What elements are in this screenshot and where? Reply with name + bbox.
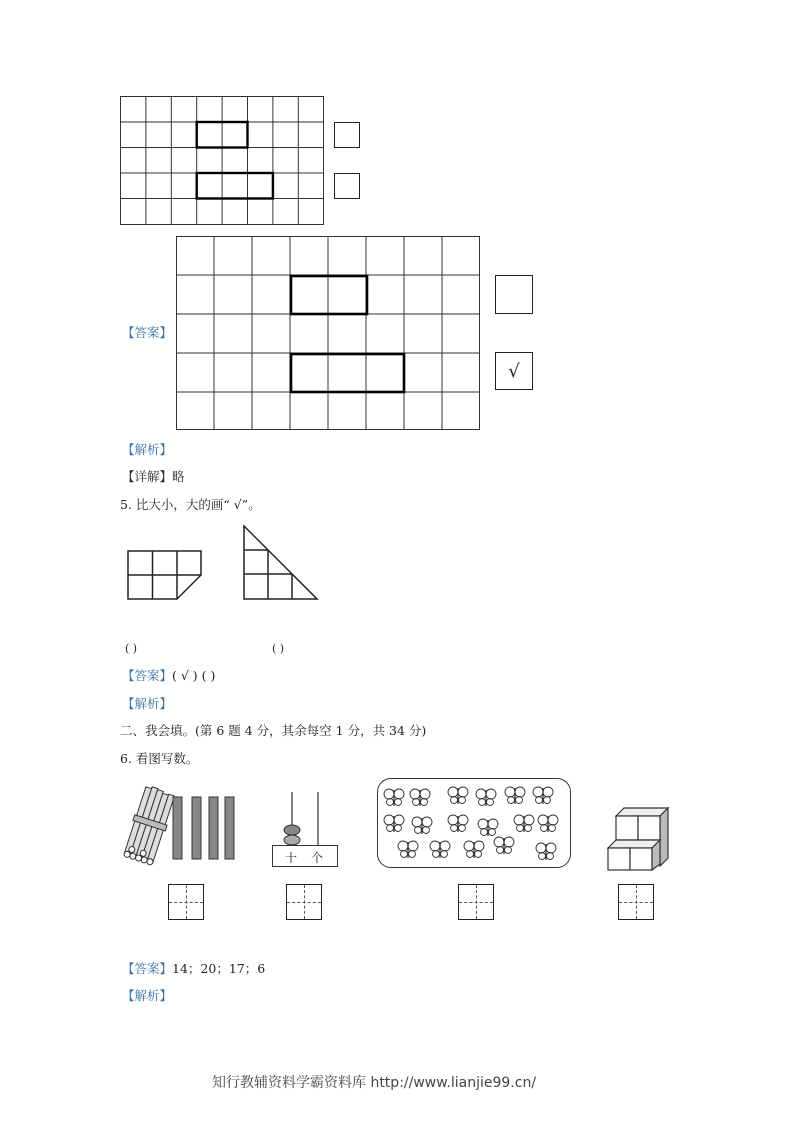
q4-answer-small-rect-shape <box>291 276 367 314</box>
cubes-image <box>608 806 674 872</box>
number-answer-box[interactable] <box>618 884 654 920</box>
q4-answer-box-long-rect <box>495 352 533 390</box>
butterflies-image <box>377 778 571 868</box>
q4-answer-grid <box>176 236 482 432</box>
butterfly-icon <box>464 841 484 858</box>
q5-answer-text: ( √ ) ( ) <box>172 668 216 683</box>
q4-long-rect-shape <box>197 173 273 199</box>
abacus-tens-label: 十 <box>285 851 298 865</box>
section2-heading: 二、我会填。(第 6 题 4 分，其余每空 1 分，共 34 分) <box>120 723 427 738</box>
abacus-image <box>270 790 340 870</box>
q5-right-figure <box>243 525 321 601</box>
number-answer-box[interactable] <box>458 884 494 920</box>
abacus-ones-label: 个 <box>311 851 324 865</box>
q4-answer-long-rect-shape <box>291 354 404 392</box>
butterfly-icon <box>384 789 404 806</box>
butterfly-icon <box>514 815 534 832</box>
q5-answer <box>122 668 215 684</box>
butterfly-icon <box>494 837 514 854</box>
q5-blank-left[interactable]: ( ) <box>125 642 138 655</box>
q5-blank-right[interactable]: ( ) <box>272 642 285 655</box>
butterfly-icon <box>412 817 432 834</box>
butterfly-icon <box>476 789 496 806</box>
q4-answer-box-small-rect <box>495 275 533 314</box>
butterfly-icon <box>384 815 404 832</box>
butterfly-icon <box>536 843 556 860</box>
footer-watermark: 知行教辅资料学霸资料库 http://www.lianjie99.cn/ <box>212 1075 537 1091</box>
q6-prompt: 6. 看图写数。 <box>120 751 199 766</box>
q5-analysis-tag: 【解析】 <box>122 696 173 711</box>
butterfly-icon <box>398 841 418 858</box>
q5-prompt: 5. 比大小，大的画“ √”。 <box>120 497 261 512</box>
q6-answer-tag: 【答案】 <box>122 961 173 976</box>
q6-analysis-tag: 【解析】 <box>122 988 173 1003</box>
butterfly-icon <box>478 819 498 836</box>
q4-box-small-rect[interactable] <box>334 122 360 148</box>
butterfly-icon <box>538 815 558 832</box>
number-answer-box[interactable] <box>286 884 322 920</box>
butterfly-icon <box>410 789 430 806</box>
q4-detail <box>122 469 185 485</box>
q6-answer-text: 14；20；17；6 <box>172 961 266 976</box>
butterfly-icon <box>533 787 553 804</box>
check-mark: √ <box>508 360 520 382</box>
q4-detail-tag: 【详解】 <box>122 469 173 484</box>
abacus-base <box>272 845 338 867</box>
q5-left-figure <box>127 550 203 602</box>
butterfly-icon <box>448 787 468 804</box>
q4-detail-text: 略 <box>172 469 185 484</box>
q6-answer <box>122 961 265 977</box>
sticks-bundle-image <box>120 786 240 866</box>
q5-answer-tag: 【答案】 <box>122 668 173 683</box>
butterfly-icon <box>448 815 468 832</box>
butterfly-icon <box>505 787 525 804</box>
q4-question-grid <box>120 96 326 226</box>
q4-analysis-tag: 【解析】 <box>122 442 173 457</box>
q4-answer-tag: 【答案】 <box>122 325 173 340</box>
number-answer-box[interactable] <box>168 884 204 920</box>
q4-box-long-rect[interactable] <box>334 173 360 199</box>
butterfly-icon <box>430 841 450 858</box>
